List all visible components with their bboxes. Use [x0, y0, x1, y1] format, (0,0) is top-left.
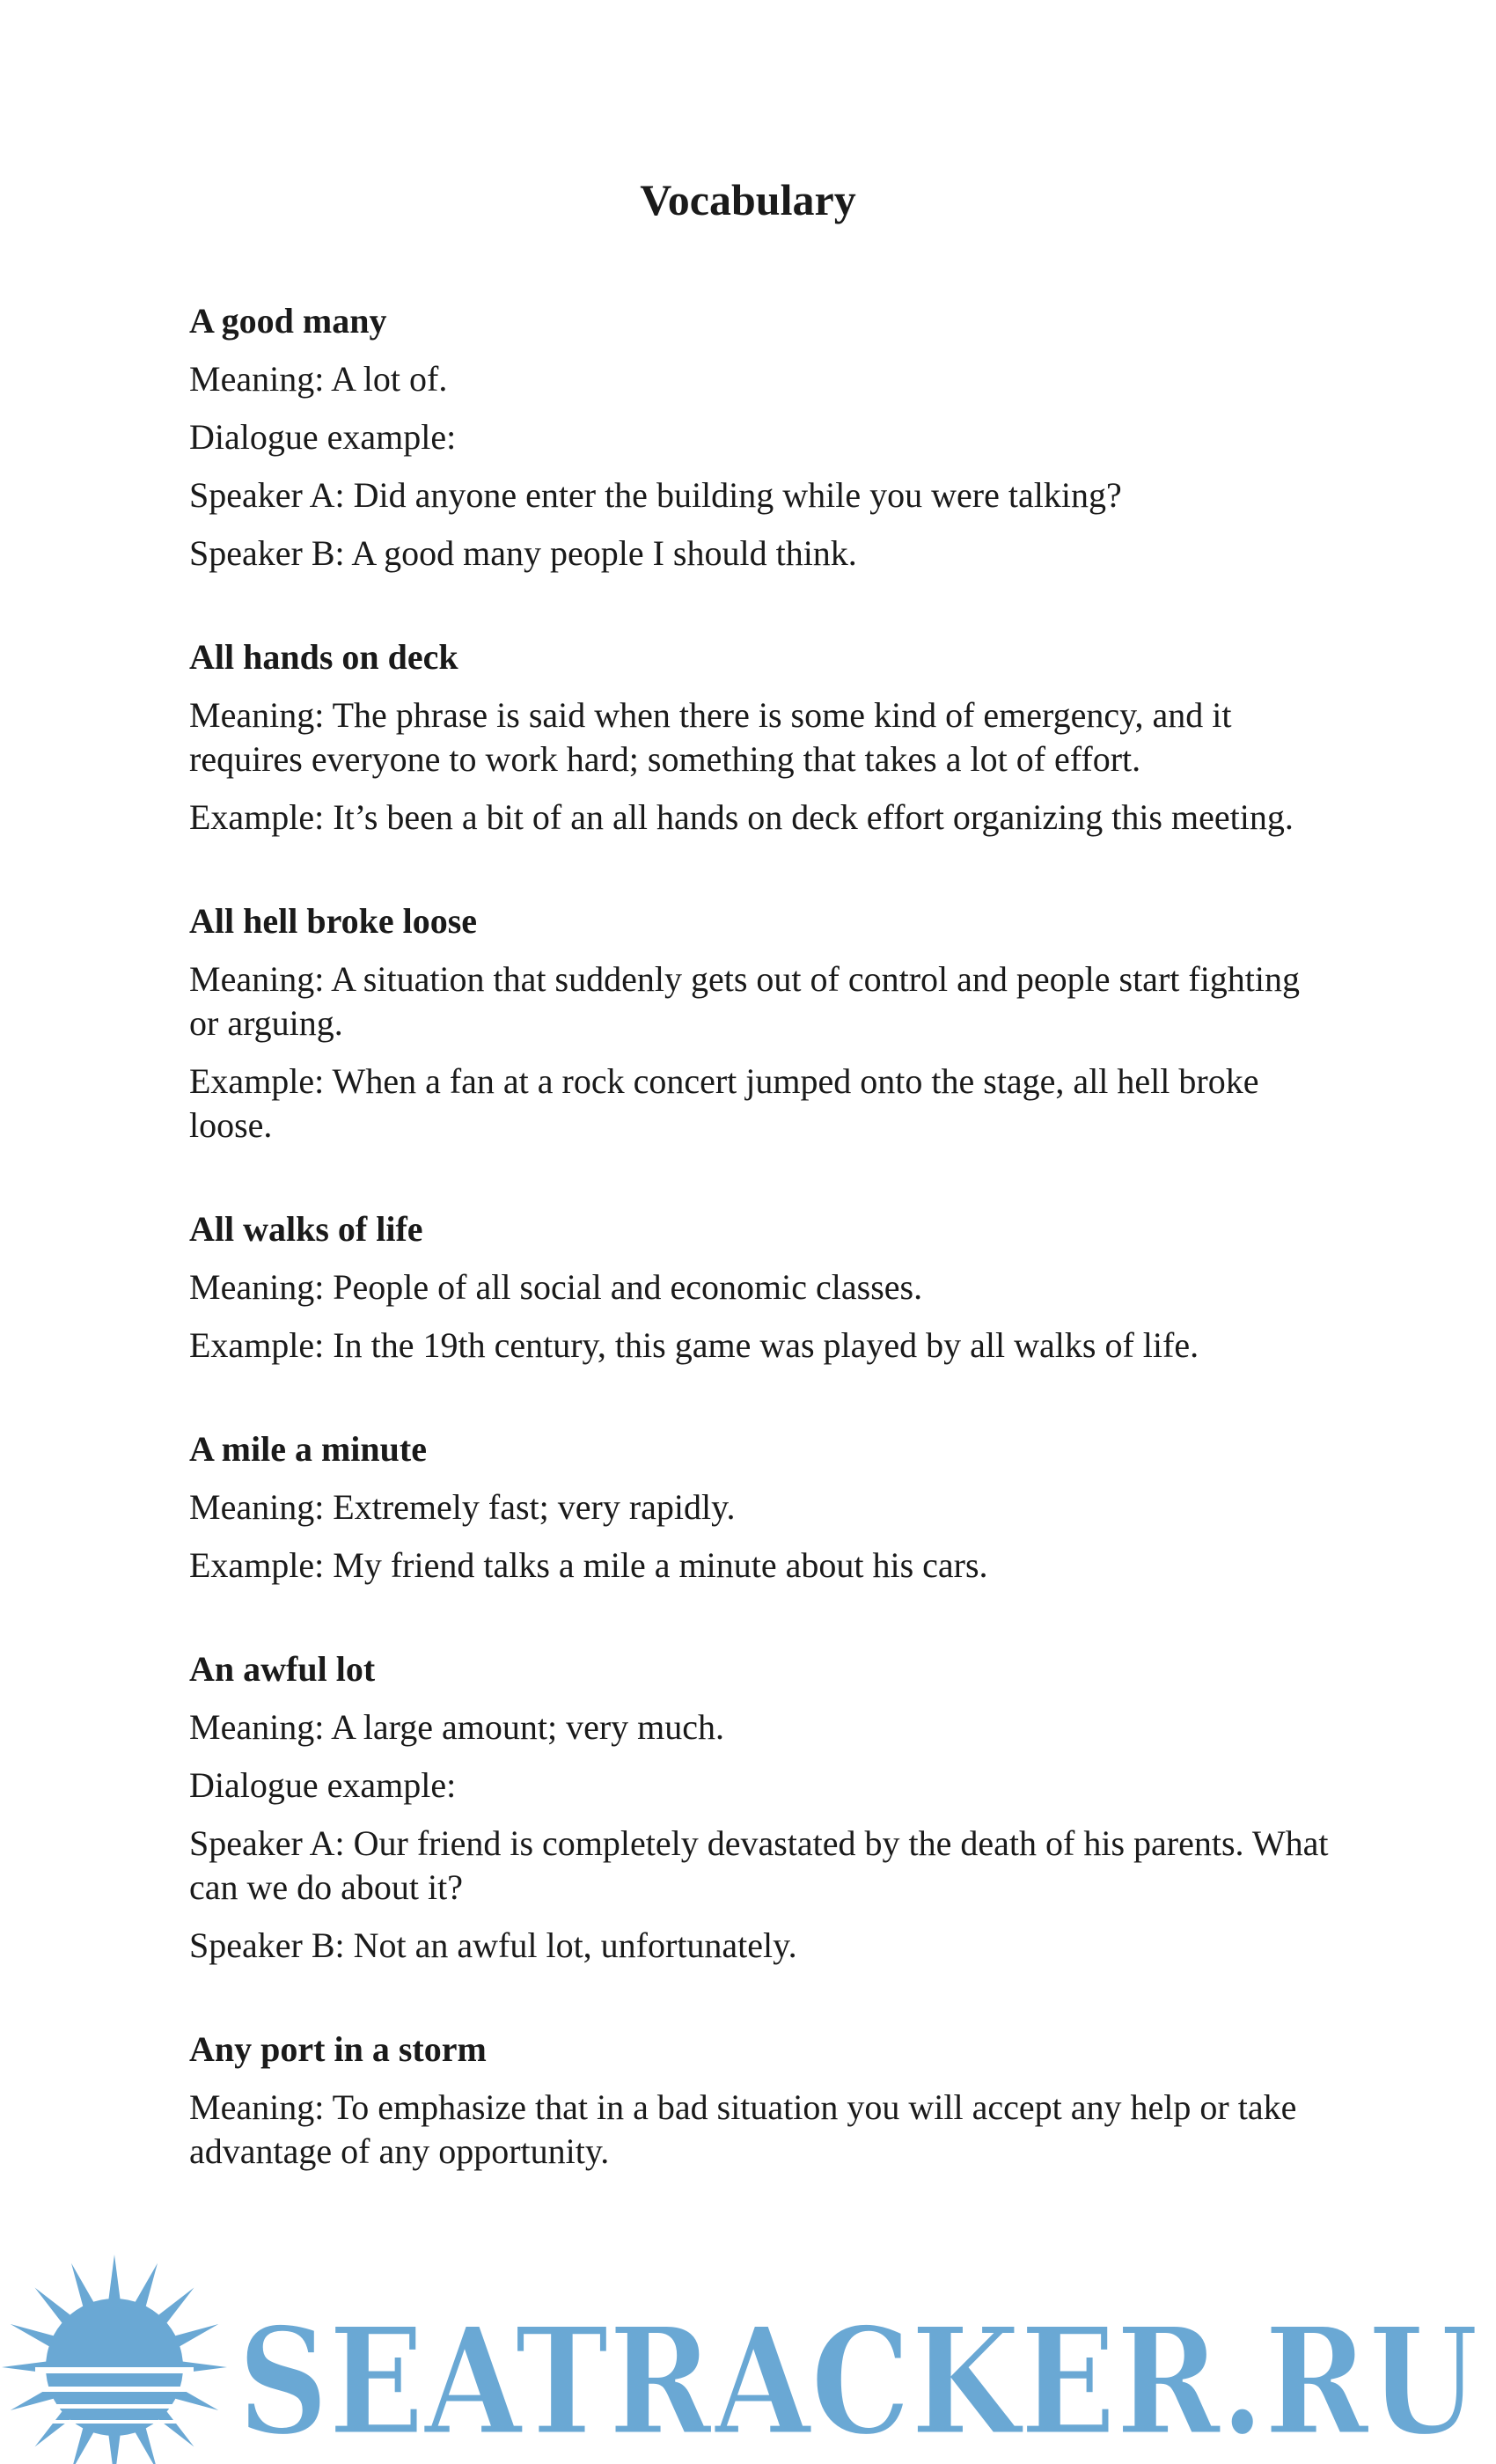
vocab-line: Speaker A: Our friend is completely devastated by the death of his parents. What can we do about it? — [189, 1823, 1329, 1907]
vocab-line: Meaning: A situation that suddenly gets out of control and people start fighting or arguing. — [189, 959, 1301, 1043]
vocab-term: All hands on deck — [189, 637, 458, 677]
vocab-entry — [189, 299, 1333, 576]
watermark-text: SEATRACKER.RU — [238, 2294, 1478, 2464]
vocab-line: Speaker B: Not an awful lot, unfortunately. — [189, 1925, 797, 1965]
vocab-entry — [189, 635, 1333, 840]
vocab-line: Meaning: A large amount; very much. — [189, 1707, 725, 1747]
vocab-line: Speaker B: A good many people I should think. — [189, 533, 857, 573]
vocab-line: Example: In the 19th century, this game was played by all walks of life. — [189, 1325, 1199, 1365]
vocab-line: Speaker A: Did anyone enter the building while you were talking? — [189, 475, 1122, 515]
sun-logo-icon — [2, 2255, 227, 2464]
vocab-term: Any port in a storm — [189, 2029, 487, 2069]
vocab-line: Meaning: A lot of. — [189, 359, 448, 399]
vocab-line: Meaning: Extremely fast; very rapidly. — [189, 1487, 736, 1527]
vocab-entry — [189, 1427, 1333, 1588]
watermark — [0, 2235, 1496, 2464]
vocab-line: Dialogue example: — [189, 1765, 457, 1805]
vocab-line: Example: When a fan at a rock concert jumped onto the stage, all hell broke loose. — [189, 1061, 1259, 1145]
vocab-line: Example: My friend talks a mile a minute about his cars. — [189, 1545, 988, 1585]
vocab-line: Dialogue example: — [189, 417, 457, 457]
vocab-entry — [189, 1647, 1333, 1968]
sun-ray — [107, 2255, 121, 2306]
vocab-entry — [189, 2028, 1333, 2174]
vocab-line: Example: It’s been a bit of an all hands on deck effort organizing this meeting. — [189, 797, 1294, 837]
vocab-entry — [189, 899, 1333, 1148]
vocabulary-list — [189, 299, 1333, 2233]
vocab-line: Meaning: The phrase is said when there is some kind of emergency, and it requires everyone to work hard; something that takes a lot of effort. — [189, 695, 1232, 779]
page-title: Vocabulary — [640, 175, 856, 224]
vocab-term: All hell broke loose — [189, 901, 478, 941]
vocab-term: A good many — [189, 301, 387, 341]
vocab-term: A mile a minute — [189, 1429, 427, 1469]
vocab-line: Meaning: People of all social and economic classes. — [189, 1267, 923, 1307]
vocab-line: Meaning: To emphasize that in a bad situation you will accept any help or take advantage of any opportunity. — [189, 2087, 1297, 2171]
vocab-term: An awful lot — [189, 1649, 376, 1689]
vocab-entry — [189, 1207, 1333, 1368]
vocab-term: All walks of life — [189, 1209, 423, 1249]
